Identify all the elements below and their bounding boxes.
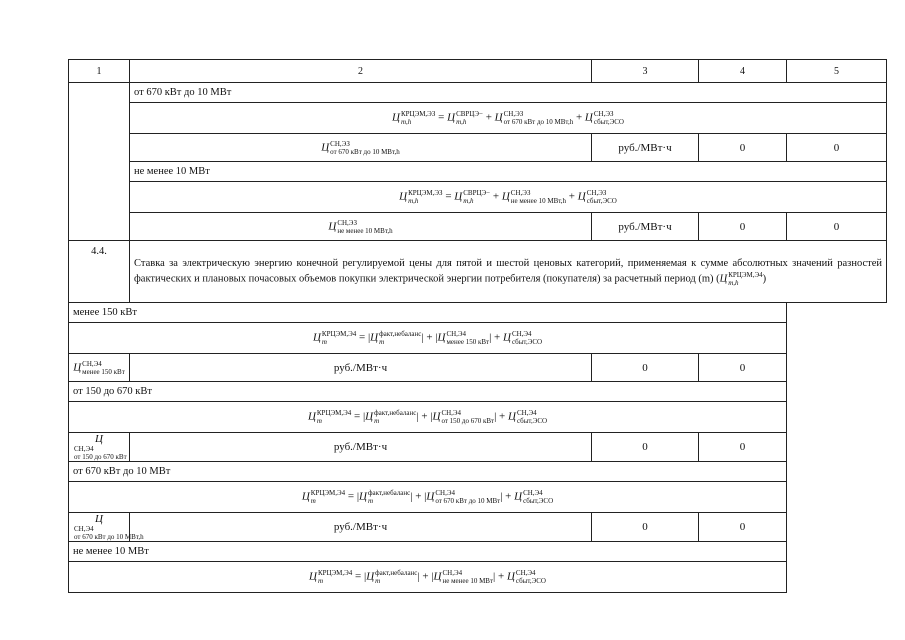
value-row <box>69 213 887 241</box>
value-row <box>69 433 887 462</box>
value-row <box>69 134 887 162</box>
section-row <box>69 162 887 182</box>
unit-cell: руб./МВт·ч <box>130 433 592 462</box>
variable-cell: Ц СН,Э4 менее 150 кВт <box>69 354 130 382</box>
formula-row <box>69 182 887 213</box>
formula-row <box>69 402 887 433</box>
value-col5: 0 <box>699 354 787 382</box>
value-col5: 0 <box>699 513 787 542</box>
section-label: менее 150 кВт <box>69 303 787 323</box>
formula-row <box>69 562 887 593</box>
unit-cell: руб./МВт·ч <box>592 213 699 241</box>
formula: Ц КРЦЭМ,Э4 m = |Ц факт,небаланс m | + |Ц СН,Э4 от 670 кВт до 10 МВт | + Ц СН,Э4 сбыт,ЭСО <box>69 482 787 513</box>
variable-cell: Ц СН,ЭЗ от 670 кВт до 10 МВт,h <box>130 134 592 162</box>
value-col5: 0 <box>787 213 887 241</box>
formula: Ц КРЦЭМ,ЭЗ m,h = Ц СВРЦЭ− m,h + Ц СН,ЭЗ от 670 кВт до 10 МВт,h + Ц СН,ЭЗ сбыт,ЭСО <box>130 103 887 134</box>
value-col4: 0 <box>592 354 699 382</box>
header-col-3: 3 <box>592 60 699 83</box>
section-row <box>69 542 887 562</box>
section-label: от 670 кВт до 10 МВт <box>130 83 887 103</box>
section-row <box>69 83 887 103</box>
value-col4: 0 <box>699 213 787 241</box>
formula-row <box>69 103 887 134</box>
formula-row <box>69 482 887 513</box>
section-row <box>69 303 887 323</box>
variable-cell: Ц СН,Э4 от 150 до 670 кВт <box>69 433 130 462</box>
formula-row <box>69 323 887 354</box>
value-row <box>69 513 887 542</box>
header-row <box>69 60 887 83</box>
row-number-empty <box>69 83 130 241</box>
item-4-4-row <box>69 241 887 303</box>
section-row <box>69 382 887 402</box>
header-col-4: 4 <box>699 60 787 83</box>
variable-cell: Ц СН,ЭЗ не менее 10 МВт,h <box>130 213 592 241</box>
section-row <box>69 462 887 482</box>
item-description: Ставка за электрическую энергию конечной регулируемой цены для пятой и шестой ценовых категорий, применяемая к сумме абсолютных значений разностей фактических и плановых почасовых объемов покупки электрической энергии потребителя (покупателя) за расчетный период (m) (Ц КРЦЭМ,Э4 m,h ) <box>130 241 887 303</box>
value-col4: 0 <box>592 433 699 462</box>
section-label: от 150 до 670 кВт <box>69 382 787 402</box>
row-number: 4.4. <box>69 241 130 303</box>
header-col-5: 5 <box>787 60 887 83</box>
value-col5: 0 <box>699 433 787 462</box>
value-col4: 0 <box>592 513 699 542</box>
formula: Ц КРЦЭМ,Э4 m = |Ц факт,небаланс m | + |Ц СН,Э4 не менее 10 МВт | + Ц СН,Э4 сбыт,ЭСО <box>69 562 787 593</box>
formula: Ц КРЦЭМ,Э4 m = |Ц факт,небаланс m | + |Ц СН,Э4 от 150 до 670 кВт | + Ц СН,Э4 сбыт,ЭСО <box>69 402 787 433</box>
value-row <box>69 354 887 382</box>
unit-cell: руб./МВт·ч <box>592 134 699 162</box>
header-col-2: 2 <box>130 60 592 83</box>
variable-cell: Ц СН,Э4 от 670 кВт до 10 МВт,h <box>69 513 130 542</box>
section-label: не менее 10 МВт <box>69 542 787 562</box>
section-label: от 670 кВт до 10 МВт <box>69 462 787 482</box>
value-col5: 0 <box>787 134 887 162</box>
tariff-table <box>68 59 887 593</box>
formula: Ц КРЦЭМ,Э4 m = |Ц факт,небаланс m | + |Ц СН,Э4 менее 150 кВт | + Ц СН,Э4 сбыт,ЭСО <box>69 323 787 354</box>
section-label: не менее 10 МВт <box>130 162 887 182</box>
header-col-1: 1 <box>69 60 130 83</box>
formula: Ц КРЦЭМ,ЭЗ m,h = Ц СВРЦЭ− m,h + Ц СН,ЭЗ не менее 10 МВт,h + Ц СН,ЭЗ сбыт,ЭСО <box>130 182 887 213</box>
unit-cell: руб./МВт·ч <box>130 354 592 382</box>
unit-cell: руб./МВт·ч <box>130 513 592 542</box>
value-col4: 0 <box>699 134 787 162</box>
